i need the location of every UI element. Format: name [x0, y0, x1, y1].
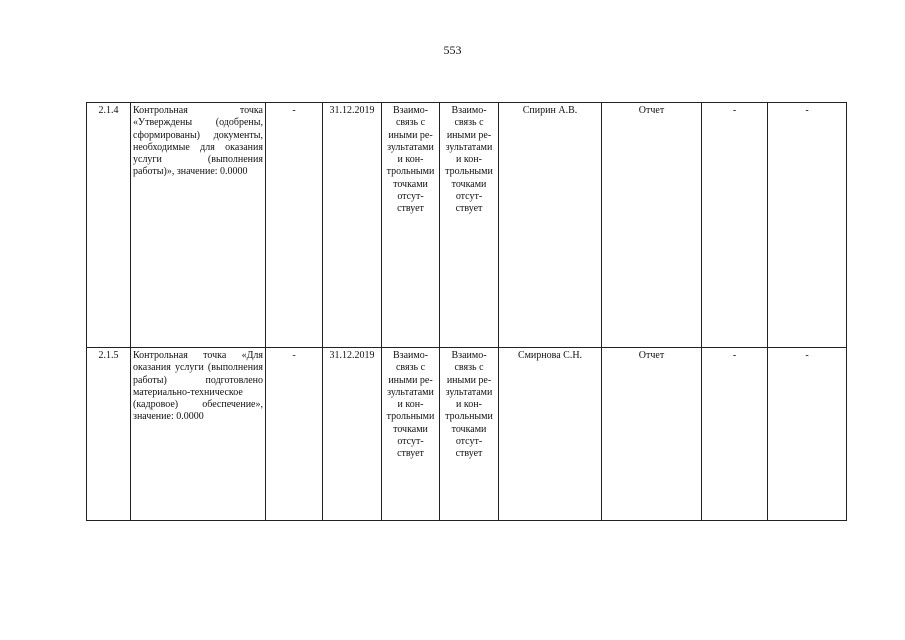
end-date: 31.12.2019 [323, 103, 382, 348]
relation-next-text: Взаимо- связь с иными ре- зультатами и кон- трольными точками отсут- ствует [445, 105, 493, 215]
column-10-value: - [768, 348, 847, 521]
start-date: - [266, 348, 323, 521]
control-point-name: Контрольная точка «Утверждены (одобрены, сформированы) документы, необходимые для оказания услуги (выполнения работы)», значение: 0.0000 [131, 103, 266, 348]
relation-next [440, 103, 499, 348]
plan-table [86, 102, 847, 521]
relation-next-text: Взаимо- связь с иными ре- зультатами и кон- трольными точками отсут- ствует [445, 350, 493, 460]
document-type: Отчет [602, 103, 702, 348]
responsible-person: Смирнова С.Н. [499, 348, 602, 521]
row-number: 2.1.5 [87, 348, 131, 521]
page-number: 553 [443, 43, 462, 57]
relation-previous-text: Взаимо- связь с иными ре- зультатами и кон- трольными точками отсут- ствует [386, 105, 435, 215]
start-date: - [266, 103, 323, 348]
control-point-name: Контрольная точка «Для оказания услуги (выполнения работы) подготовлено материально-техническое (кадровое) обеспечение», значение: 0.0000 [131, 348, 266, 521]
relation-previous [382, 103, 440, 348]
column-10-value: - [768, 103, 847, 348]
table-row [87, 103, 847, 348]
relation-previous-text: Взаимо- связь с иными ре- зультатами и кон- трольными точками отсут- ствует [386, 350, 435, 460]
column-9-value: - [702, 348, 768, 521]
table-row [87, 348, 847, 521]
end-date: 31.12.2019 [323, 348, 382, 521]
responsible-person: Спирин А.В. [499, 103, 602, 348]
relation-previous [382, 348, 440, 521]
row-number: 2.1.4 [87, 103, 131, 348]
relation-next [440, 348, 499, 521]
document-type: Отчет [602, 348, 702, 521]
column-9-value: - [702, 103, 768, 348]
